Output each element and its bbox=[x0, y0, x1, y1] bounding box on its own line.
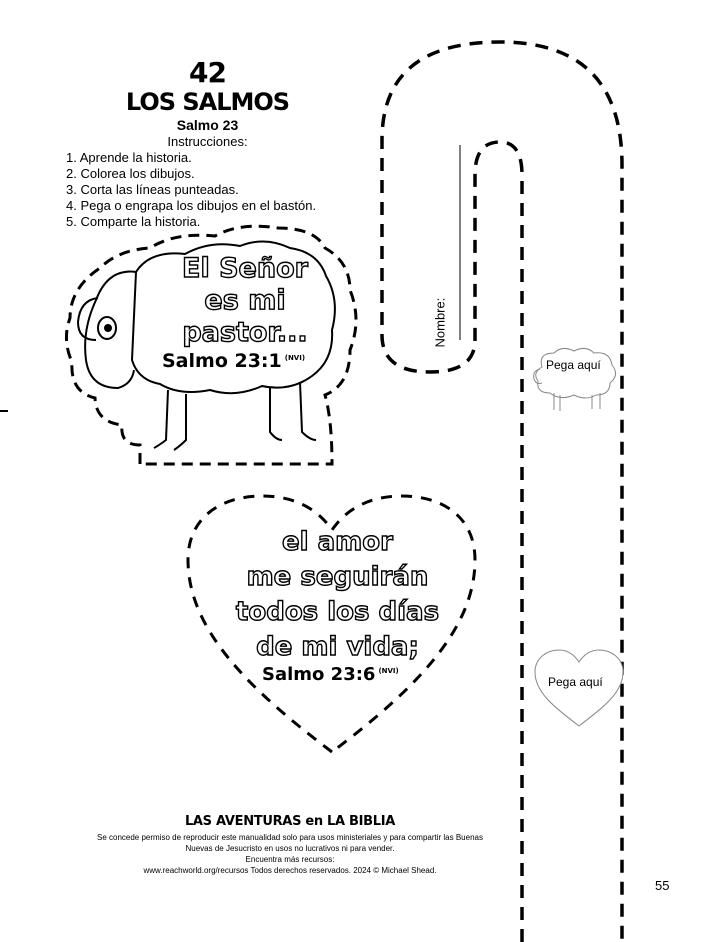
heart-reference-text: Salmo 23:6 bbox=[262, 664, 376, 685]
lesson-reference: Salmo 23 bbox=[176, 117, 239, 133]
sheep-verse-line: pastor... bbox=[182, 317, 308, 348]
instruction-item: 4. Pega o engrapa los dibujos en el bastón. bbox=[66, 198, 317, 213]
page-number: 55 bbox=[655, 878, 670, 893]
sheep-reference-text: Salmo 23:1 bbox=[162, 350, 282, 372]
instructions-title: Instrucciones: bbox=[167, 134, 248, 149]
heart-verse-line: el amor bbox=[282, 527, 393, 557]
footer-permission-line: Se concede permiso de reproducir este manualidad solo para usos ministeriales y para compartir las Buenas bbox=[97, 833, 483, 842]
instruction-item: 1. Aprende la historia. bbox=[66, 150, 192, 165]
heart-verse-line: de mi vida; bbox=[256, 632, 419, 662]
heart-version-tag: (NVI) bbox=[378, 667, 399, 675]
instruction-item: 5. Comparte la historia. bbox=[66, 214, 201, 229]
heart-card-verse bbox=[205, 525, 470, 665]
heart-card-reference bbox=[262, 664, 399, 685]
name-label: Nombre: bbox=[432, 297, 448, 348]
heart-verse-line: todos los días bbox=[235, 597, 440, 627]
instruction-item: 2. Colorea los dibujos. bbox=[66, 166, 195, 181]
instruction-item: 3. Corta las líneas punteadas. bbox=[66, 182, 239, 197]
glue-here-heart-label: Pega aquí bbox=[548, 675, 603, 689]
footer-title: LAS AVENTURAS en LA BIBLIA bbox=[184, 814, 396, 829]
lesson-title: LOS SALMOS bbox=[125, 88, 290, 116]
lesson-number: 42 bbox=[189, 56, 226, 89]
sheep-verse-line: es mi bbox=[204, 285, 286, 316]
sheep-version-tag: (NVI) bbox=[284, 353, 306, 362]
sheep-verse-line: El Señor bbox=[182, 253, 308, 284]
footer-permission-line: Nuevas de Jesucristo en usos no lucrativos ni para vender. bbox=[185, 844, 395, 853]
footer-resources-line: Encuentra más recursos: bbox=[245, 855, 335, 864]
glue-here-sheep-label: Pega aquí bbox=[546, 358, 601, 372]
footer-copyright-line: www.reachworld.org/recursos Todos derechos reservados. 2024 © Michael Shead. bbox=[143, 866, 437, 875]
heart-verse-line: me seguirán bbox=[246, 562, 429, 592]
